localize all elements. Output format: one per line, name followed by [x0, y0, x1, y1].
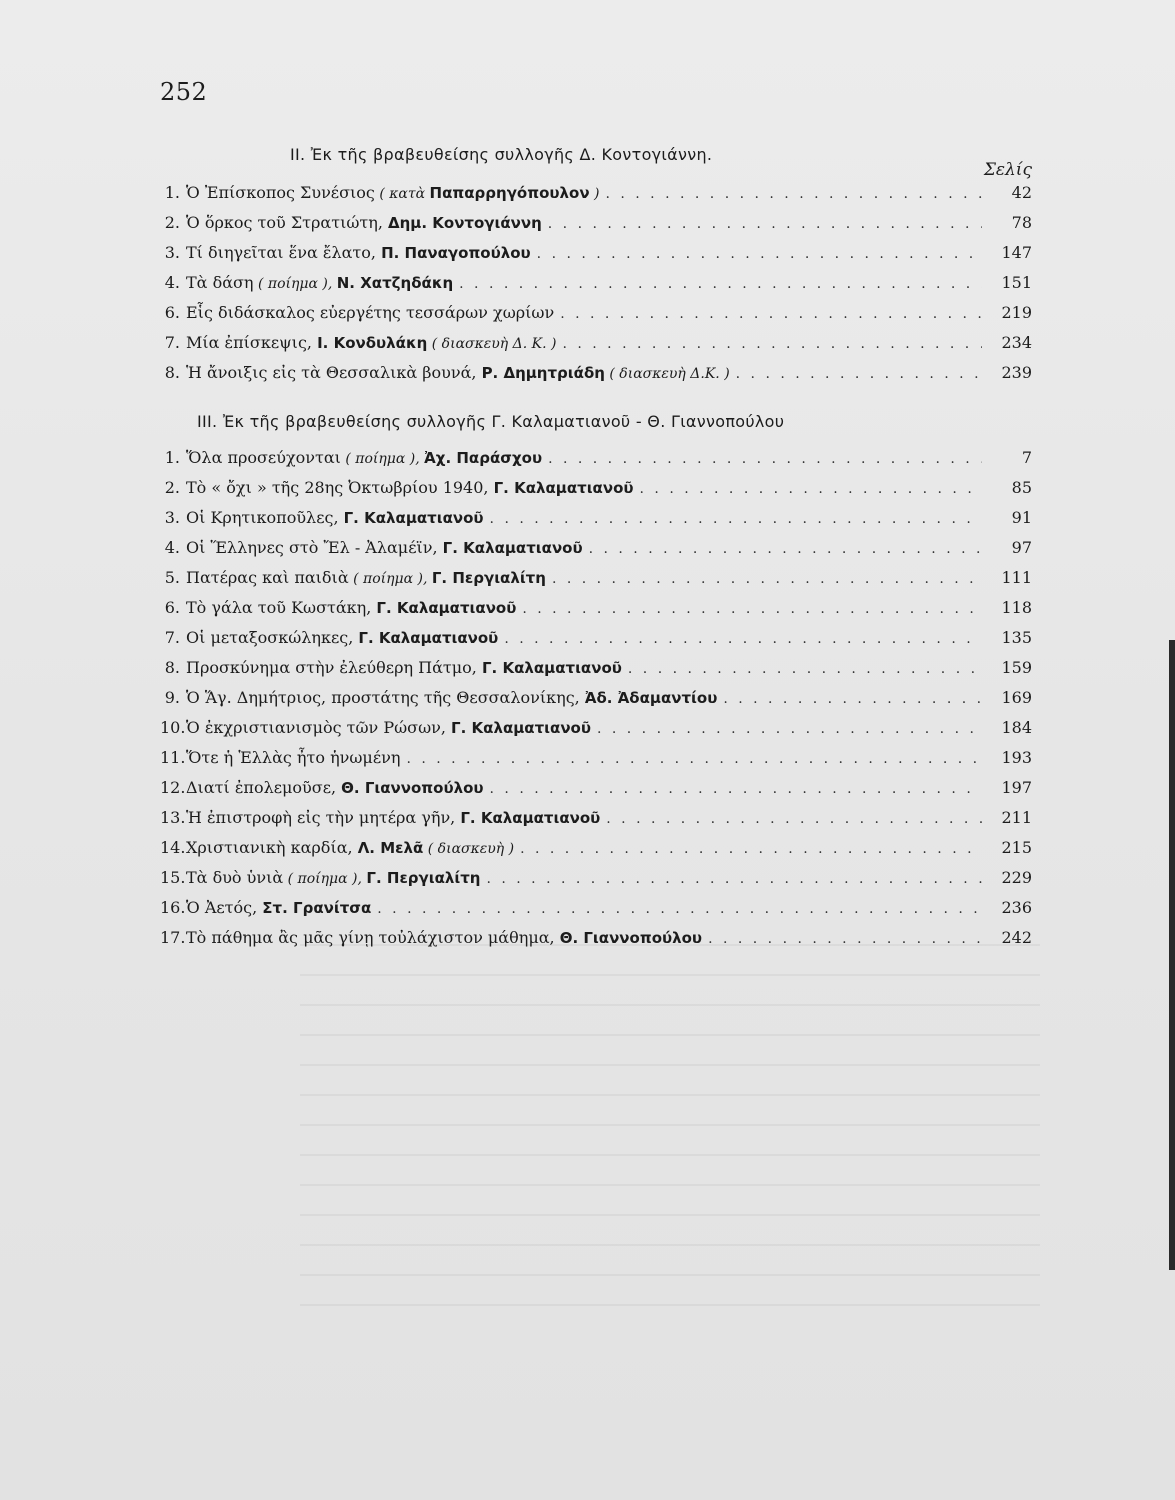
dot-leader [490, 511, 982, 527]
toc-entry [160, 598, 1032, 628]
entry-title [186, 658, 622, 677]
entry-text: Ὁ Ἐπίσκοπος Συνέσιος [186, 183, 375, 202]
entry-text: Χριστιανικὴ καρδία, [186, 838, 358, 857]
entry-number: 1. [164, 183, 180, 202]
entry-author: Ἀδ. Ἀδαμαντίου [584, 689, 718, 707]
entry-title [186, 868, 480, 887]
entry-author: Γ. Καλαματιανοῦ [376, 599, 517, 617]
entry-text: Τὸ γάλα τοῦ Κωστάκη, [186, 598, 377, 617]
entry-number: 16. [160, 898, 186, 917]
entry-text: Ὁ Ἀετός, [186, 898, 263, 917]
dot-leader [377, 901, 982, 917]
dot-leader [522, 601, 982, 617]
toc-entry [160, 478, 1032, 508]
entry-page: 229 [1001, 868, 1032, 887]
entry-number: 12. [160, 778, 186, 797]
dot-leader [628, 661, 982, 677]
entry-title [186, 718, 591, 737]
entry-title [186, 568, 546, 587]
entry-title [186, 538, 583, 557]
entry-title [186, 508, 484, 527]
entry-tail: ( διασκευὴ ) [423, 841, 515, 857]
entry-author: Γ. Καλαματιανοῦ [451, 719, 591, 737]
toc-section-iii [160, 448, 1032, 958]
dot-leader [597, 721, 982, 737]
entry-number: 8. [164, 658, 180, 677]
entry-page: 236 [1001, 898, 1032, 917]
entry-author: Γ. Περγιαλίτη [366, 869, 481, 887]
entry-text: Εἷς διδάσκαλος εὐεργέτης τεσσάρων χωρίων [186, 303, 555, 322]
entry-text: Προσκύνημα στὴν ἐλεύθερη Πάτμο, [186, 658, 482, 677]
toc-entry [160, 183, 1032, 213]
entry-page: 135 [1001, 628, 1032, 647]
dot-leader [548, 216, 982, 232]
toc-entry [160, 363, 1032, 393]
entry-number: 6. [164, 303, 180, 322]
entry-title [186, 898, 371, 917]
entry-note: ( κατὰ [374, 186, 430, 202]
entry-text: Ὅτε ἡ Ἑλλὰς ἦτο ἡνωμένη [186, 748, 401, 767]
toc-section-ii [160, 183, 1032, 393]
entry-title [186, 748, 400, 767]
entry-note: ( ποίημα ), [348, 571, 432, 587]
entry-author: Ρ. Δημητριάδη [481, 364, 605, 382]
entry-text: Διατί ἐπολεμοῦσε, [186, 778, 342, 797]
toc-entry [160, 243, 1032, 273]
entry-page: 42 [1011, 183, 1032, 202]
entry-page: 197 [1001, 778, 1032, 797]
toc-entry [160, 718, 1032, 748]
entry-number: 5. [164, 568, 180, 587]
toc-entry [160, 273, 1032, 303]
entry-number: 4. [164, 538, 180, 557]
entry-title [186, 598, 516, 617]
entry-page: 211 [1001, 808, 1032, 827]
toc-entry [160, 898, 1032, 928]
dot-leader [537, 246, 982, 262]
entry-text: Τὸ « ὄχι » τῆς 28ης Ὀκτωβρίου 1940, [186, 478, 494, 497]
dot-leader [606, 811, 982, 827]
entry-tail: ) [589, 186, 600, 202]
bleed-through-text [300, 930, 1040, 1310]
entry-text: Μία ἐπίσκεψις, [186, 333, 318, 352]
entry-page: 169 [1001, 688, 1032, 707]
entry-page: 97 [1011, 538, 1032, 557]
entry-author: Ἀχ. Παράσχου [424, 449, 543, 467]
dot-leader [490, 781, 982, 797]
toc-entry [160, 808, 1032, 838]
entry-page: 234 [1001, 333, 1032, 352]
entry-title [186, 478, 634, 497]
toc-entry [160, 213, 1032, 243]
dot-leader [548, 451, 982, 467]
toc-entry [160, 628, 1032, 658]
toc-entry [160, 778, 1032, 808]
entry-page: 219 [1001, 303, 1032, 322]
entry-page: 159 [1001, 658, 1032, 677]
toc-entry [160, 303, 1032, 333]
dot-leader [736, 366, 982, 382]
entry-author: Γ. Καλαματιανοῦ [358, 629, 499, 647]
toc-entry [160, 748, 1032, 778]
entry-title [186, 628, 498, 647]
entry-title [186, 183, 599, 202]
dot-leader [640, 481, 982, 497]
dot-leader [406, 751, 982, 767]
entry-page: 151 [1001, 273, 1032, 292]
toc-entry [160, 448, 1032, 478]
entry-number: 17. [160, 928, 186, 947]
entry-page: 111 [1001, 568, 1032, 587]
entry-page: 78 [1011, 213, 1032, 232]
entry-number: 6. [164, 598, 180, 617]
entry-author: Ν. Χατζηδάκη [336, 274, 454, 292]
entry-author: Γ. Περγιαλίτη [431, 569, 546, 587]
entry-tail: ( διασκευὴ Δ.Κ. ) [604, 366, 730, 382]
entry-title [186, 808, 600, 827]
entry-author: Παπαρρηγόπουλον [429, 184, 590, 202]
entry-note: ( ποίημα ), [340, 451, 425, 467]
entry-title [186, 243, 531, 262]
entry-text: Οἱ μεταξοσκώληκες, [186, 628, 359, 647]
entry-text: Πατέρας καὶ παιδιὰ [186, 568, 349, 587]
entry-number: 10. [160, 718, 186, 737]
entry-number: 11. [160, 748, 186, 767]
section-ii-title: II. Ἐκ τῆς βραβευθείσης συλλογῆς Δ. Κοντογιάννη. [290, 145, 713, 164]
dot-leader [589, 541, 982, 557]
entry-page: 184 [1001, 718, 1032, 737]
page-edge-shadow [1169, 640, 1175, 1270]
entry-author: Γ. Καλαματιανοῦ [481, 659, 622, 677]
entry-number: 1. [164, 448, 180, 467]
entry-author: Γ. Καλαματιανοῦ [460, 809, 601, 827]
entry-title [186, 363, 730, 382]
dot-leader [562, 336, 982, 352]
entry-text: Ὅλα προσεύχονται [186, 448, 341, 467]
entry-author: Γ. Καλαματιανοῦ [343, 509, 484, 527]
dot-leader [552, 571, 982, 587]
entry-page: 242 [1001, 928, 1032, 947]
dot-leader [504, 631, 982, 647]
dot-leader [486, 871, 982, 887]
entry-number: 7. [164, 333, 180, 352]
dot-leader [560, 306, 982, 322]
entry-author: Ι. Κονδυλάκη [317, 334, 428, 352]
entry-note: ( ποίημα ), [253, 276, 337, 292]
section-iii-title: III. Ἐκ τῆς βραβευθείσης συλλογῆς Γ. Καλαματιανοῦ - Θ. Γιαννοπούλου [197, 412, 785, 431]
entry-number: 2. [164, 478, 180, 497]
entry-note: ( ποίημα ), [283, 871, 367, 887]
page-column-header: Σελίς [983, 160, 1032, 180]
entry-text: Οἱ Ἕλληνες στὸ Ἔλ - Ἀλαμέϊν, [186, 538, 443, 557]
entry-text: Ἡ ἄνοιξις εἰς τὰ Θεσσαλικὰ βουνά, [186, 363, 482, 382]
entry-title [186, 778, 484, 797]
dot-leader [605, 186, 982, 202]
toc-entry [160, 568, 1032, 598]
entry-text: Οἱ Κρητικοποῦλες, [186, 508, 344, 527]
toc-entry [160, 538, 1032, 568]
entry-text: Ὁ Ἅγ. Δημήτριος, προστάτης τῆς Θεσσαλονίκης, [186, 688, 585, 707]
entry-author: Θ. Γιαννοπούλου [559, 929, 703, 947]
entry-number: 13. [160, 808, 186, 827]
toc-entry [160, 838, 1032, 868]
entry-page: 7 [1021, 448, 1032, 467]
toc-entry [160, 508, 1032, 538]
entry-tail: ( διασκευὴ Δ. Κ. ) [427, 336, 557, 352]
entry-title [186, 213, 542, 232]
dot-leader [520, 841, 982, 857]
entry-number: 4. [164, 273, 180, 292]
entry-title [186, 838, 514, 857]
entry-text: Τὸ πάθημα ἂς μᾶς γίνῃ τοὐλάχιστον μάθημα, [186, 928, 560, 947]
entry-number: 14. [160, 838, 186, 857]
entry-text: Τὰ δυὸ ὑνιὰ [186, 868, 284, 887]
entry-title [186, 448, 542, 467]
entry-author: Γ. Καλαματιανοῦ [442, 539, 583, 557]
entry-author: Λ. Μελᾶ [357, 839, 424, 857]
entry-author: Δημ. Κοντογιάννη [388, 214, 542, 232]
entry-number: 8. [164, 363, 180, 382]
entry-title [186, 303, 554, 322]
entry-page: 147 [1001, 243, 1032, 262]
entry-author: Π. Παναγοπούλου [381, 244, 531, 262]
entry-title [186, 273, 453, 292]
entry-number: 15. [160, 868, 186, 887]
toc-entry [160, 658, 1032, 688]
entry-text: Ὁ ἐκχριστιανισμὸς τῶν Ρώσων, [186, 718, 452, 737]
toc-entry [160, 688, 1032, 718]
toc-entry [160, 333, 1032, 363]
page-number: 252 [160, 78, 208, 106]
entry-number: 7. [164, 628, 180, 647]
entry-page: 85 [1011, 478, 1032, 497]
entry-text: Τί διηγεῖται ἕνα ἔλατο, [186, 243, 382, 262]
entry-page: 193 [1001, 748, 1032, 767]
entry-text: Τὰ δάση [186, 273, 254, 292]
entry-text: Ὁ ὅρκος τοῦ Στρατιώτη, [186, 213, 389, 232]
entry-text: Ἡ ἐπιστροφὴ εἰς τὴν μητέρα γῆν, [186, 808, 461, 827]
entry-number: 3. [164, 508, 180, 527]
entry-page: 239 [1001, 363, 1032, 382]
dot-leader [723, 691, 982, 707]
entry-title [186, 333, 556, 352]
entry-page: 118 [1001, 598, 1032, 617]
entry-number: 3. [164, 243, 180, 262]
entry-title [186, 688, 717, 707]
entry-author: Στ. Γρανίτσα [262, 899, 372, 917]
entry-author: Θ. Γιαννοπούλου [341, 779, 484, 797]
entry-number: 2. [164, 213, 180, 232]
entry-number: 9. [164, 688, 180, 707]
entry-author: Γ. Καλαματιανοῦ [493, 479, 634, 497]
toc-entry [160, 868, 1032, 898]
dot-leader [459, 276, 982, 292]
entry-page: 91 [1011, 508, 1032, 527]
entry-page: 215 [1001, 838, 1032, 857]
